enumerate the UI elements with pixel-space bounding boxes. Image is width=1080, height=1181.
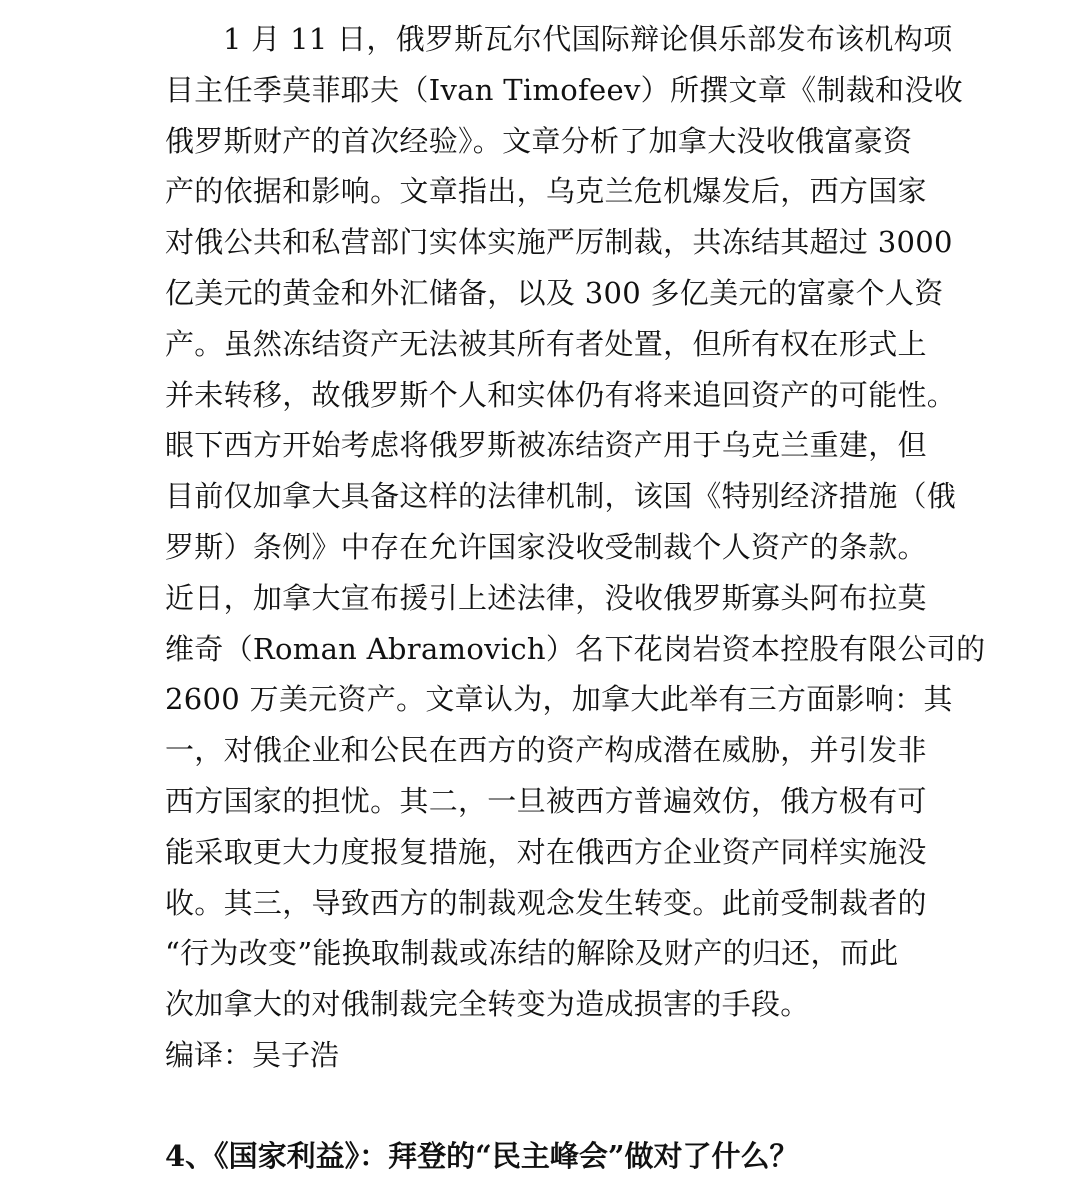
article-line: 亿美元的黄金和外汇储备，以及 300 多亿美元的富豪个人资	[165, 275, 944, 310]
article-line: 眼下西方开始考虑将俄罗斯被冻结资产用于乌克兰重建，但	[165, 428, 927, 463]
article-line: “行为改变”能换取制裁或冻结的解除及财产的归还，而此	[165, 936, 899, 971]
article-line: 一，对俄企业和公民在西方的资产构成潜在威胁，并引发非	[165, 733, 927, 768]
article-line: 西方国家的担忧。其二，一旦被西方普遍效仿，俄方极有可	[165, 783, 927, 818]
article-line: 2600 万美元资产。文章认为，加拿大此举有三方面影响：其	[165, 682, 953, 717]
article-line: 并未转移，故俄罗斯个人和实体仍有将来追回资产的可能性。	[165, 377, 957, 412]
article-line: 能采取更大力度报复措施，对在俄西方企业资产同样实施没	[165, 834, 927, 869]
article-body	[165, 14, 986, 1030]
article-line: 收。其三，导致西方的制裁观念发生转变。此前受制裁者的	[165, 885, 927, 920]
article-line: 罗斯）条例》中存在允许国家没收受制裁个人资产的条款。	[165, 529, 927, 564]
section-heading: 4、《国家利益》：拜登的“民主峰会”做对了什么？	[165, 1139, 799, 1173]
article-line: 产的依据和影响。文章指出，乌克兰危机爆发后，西方国家	[165, 174, 927, 209]
article-line: 对俄公共和私营部门实体实施严厉制裁，共冻结其超过 3000	[165, 225, 953, 260]
article-line: 俄罗斯财产的首次经验》。文章分析了加拿大没收俄富豪资	[165, 123, 913, 158]
article-line: 维奇（Roman Abramovich）名下花岗岩资本控股有限公司的	[165, 631, 986, 666]
translator-credit: 编译：吴子浩	[165, 1038, 340, 1072]
article-line: 产。虽然冻结资产无法被其所有者处置，但所有权在形式上	[165, 326, 927, 361]
article-line: 1 月 11 日，俄罗斯瓦尔代国际辩论俱乐部发布该机构项	[223, 22, 953, 56]
article-line: 目主任季莫菲耶夫（Ivan Timofeev）所撰文章《制裁和没收	[165, 72, 963, 107]
article-line: 近日，加拿大宣布援引上述法律，没收俄罗斯寡头阿布拉莫	[165, 580, 927, 615]
article-line: 目前仅加拿大具备这样的法律机制，该国《特别经济措施（俄	[165, 479, 957, 514]
article-line: 次加拿大的对俄制裁完全转变为造成损害的手段。	[165, 987, 810, 1022]
